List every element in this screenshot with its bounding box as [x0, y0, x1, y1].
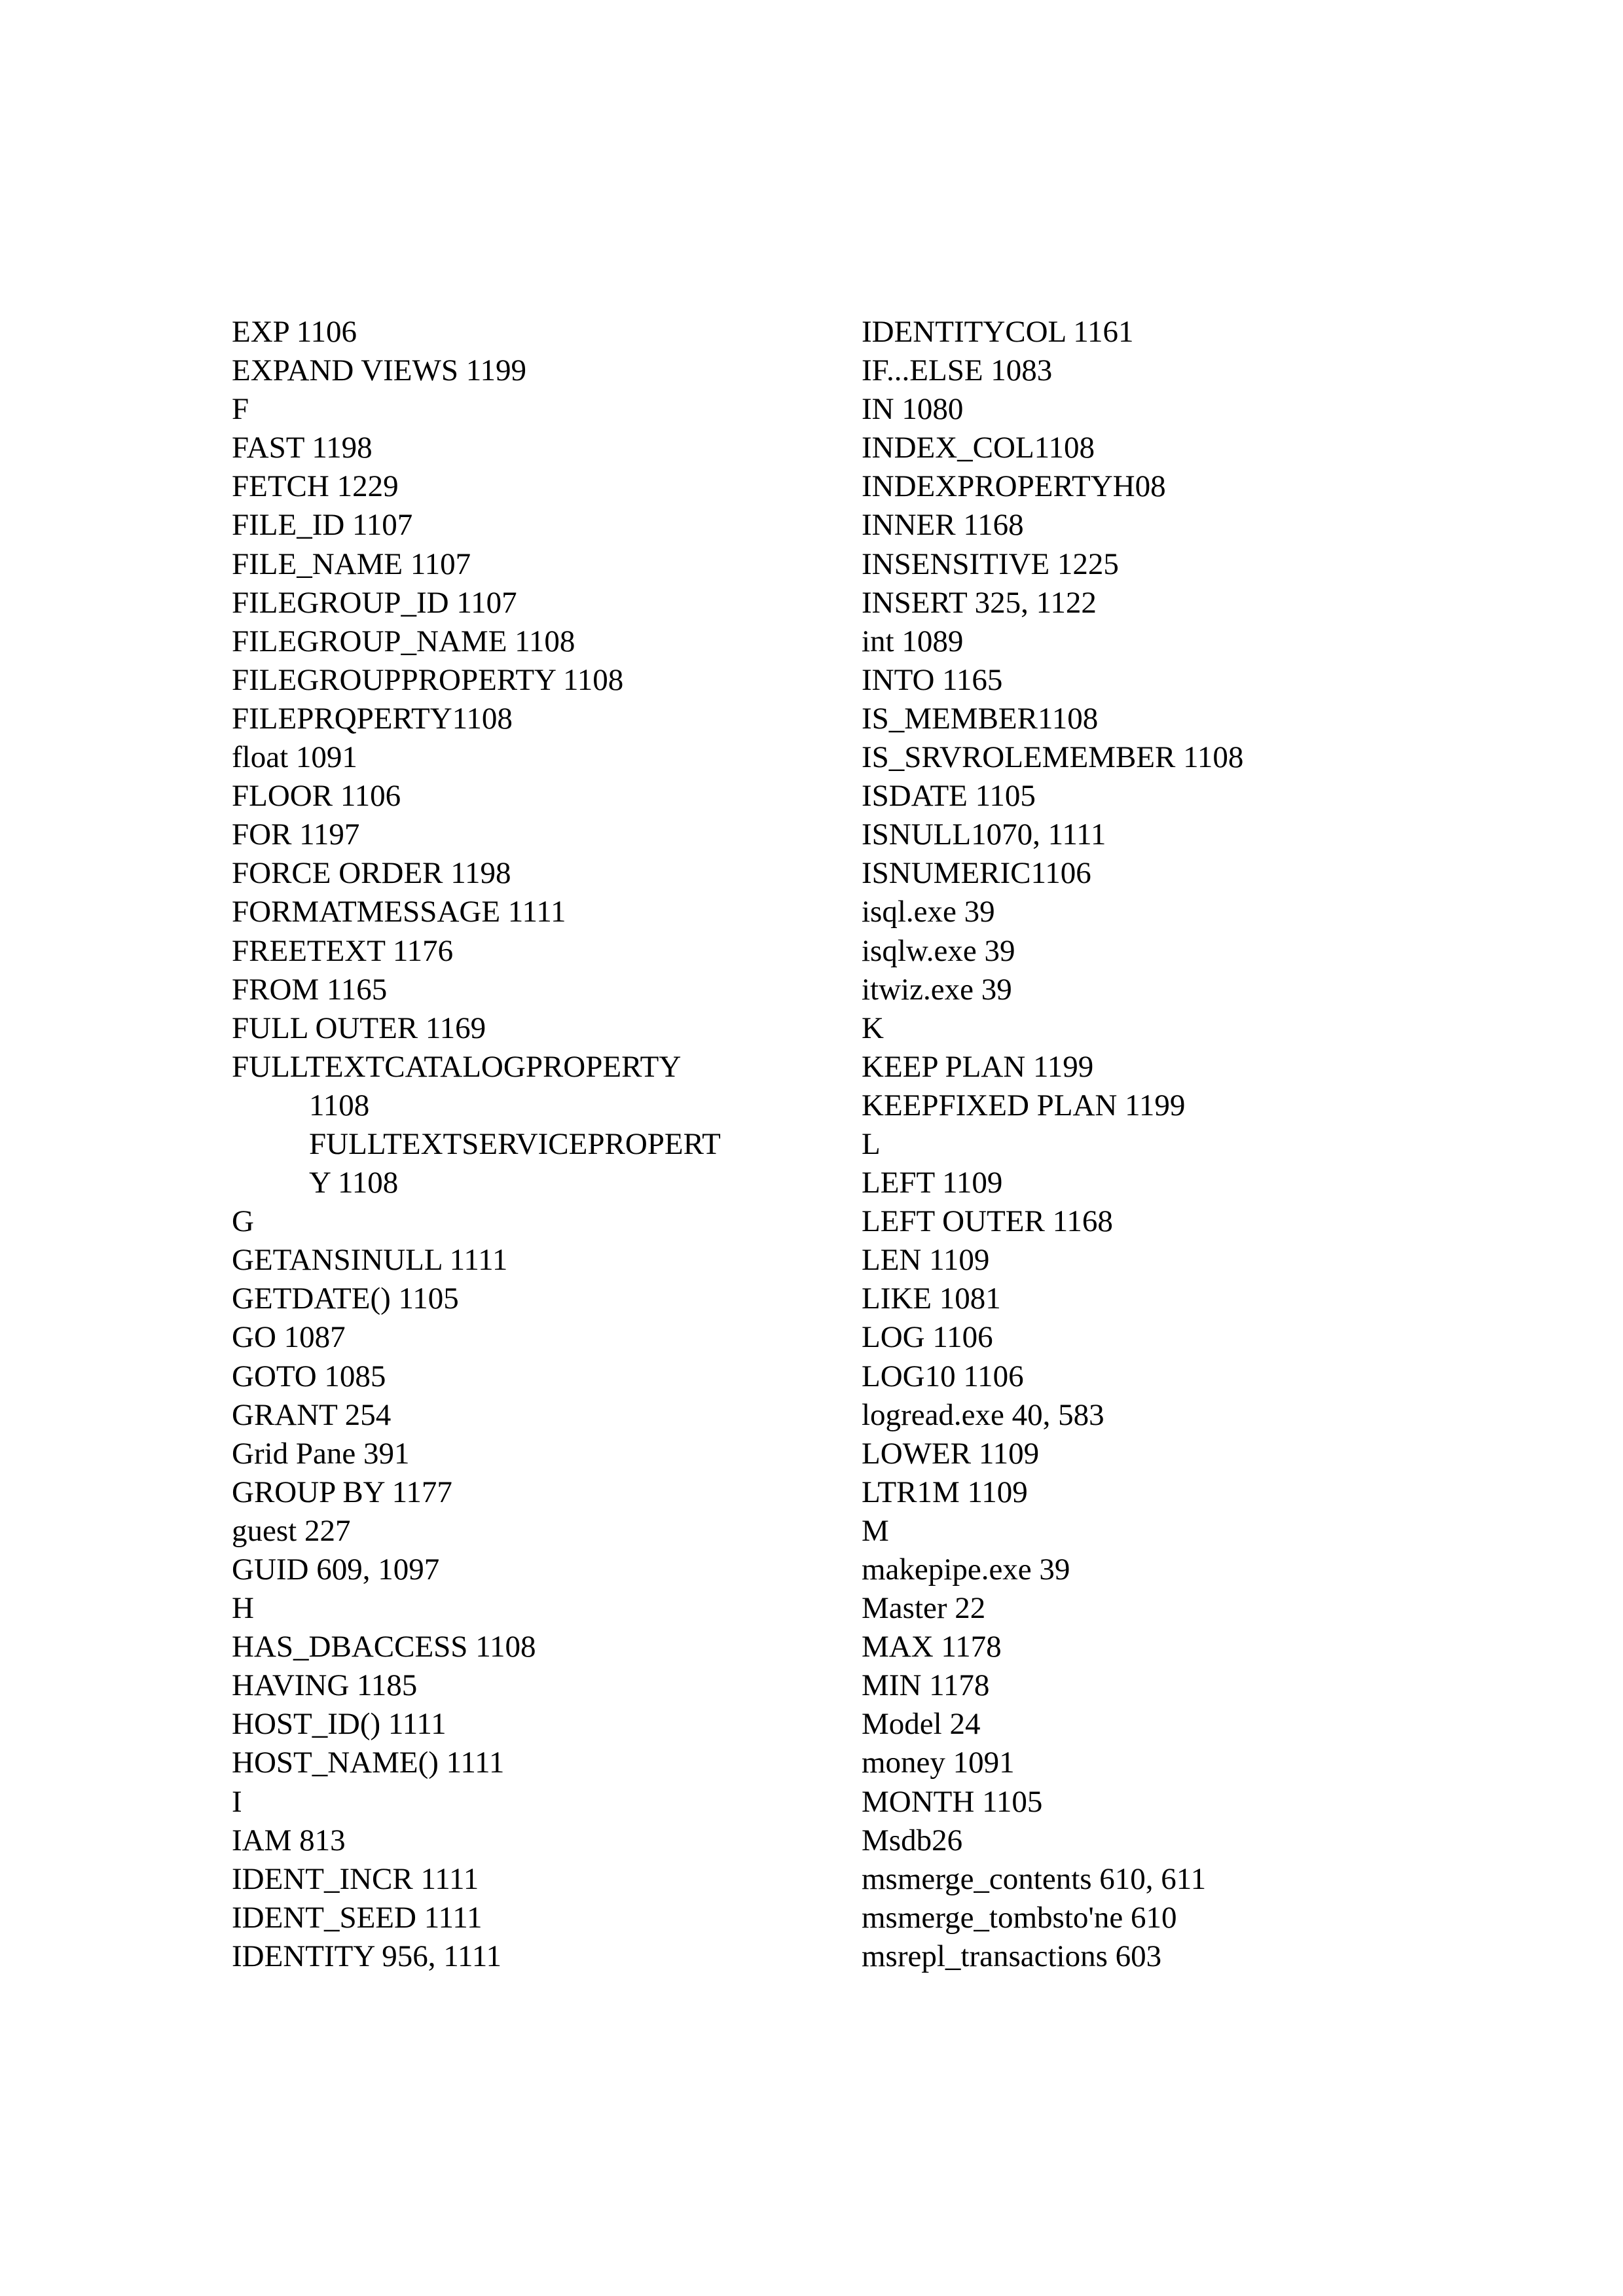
index-entry: FAST 1198: [232, 431, 373, 465]
index-entry: FILE_NAME 1107: [232, 547, 471, 581]
index-entry: FILE_ID 1107: [232, 508, 413, 543]
index-entry: FILEGROUP_NAME 1108: [232, 624, 575, 658]
index-entry: FULLTEXTSERVICEPROPERT: [309, 1126, 721, 1161]
index-entry: isqlw.exe 39: [862, 933, 1015, 968]
index-entry: FULL OUTER 1169: [232, 1011, 486, 1045]
index-entry: msmerge_tombsto'ne 610: [862, 1900, 1177, 1935]
index-entry: Model 24: [862, 1707, 981, 1742]
index-letter-heading: L: [862, 1126, 881, 1161]
index-left-column: [232, 313, 821, 1976]
index-entry: itwiz.exe 39: [862, 972, 1012, 1007]
index-entry: FULLTEXTCATALOGPROPERTY: [232, 1049, 682, 1084]
index-entry: LEN 1109: [862, 1243, 990, 1278]
index-entry: LOWER 1109: [862, 1436, 1040, 1471]
index-entry: FOR 1197: [232, 817, 360, 852]
index-entry: LOG10 1106: [862, 1359, 1024, 1393]
index-entry: HAS_DBACCESS 1108: [232, 1630, 536, 1664]
index-entry: GOTO 1085: [232, 1359, 386, 1393]
index-entry: EXPAND VIEWS 1199: [232, 353, 527, 388]
index-entry: IS_MEMBER1108: [862, 701, 1099, 736]
index-entry: IDENT_SEED 1111: [232, 1900, 483, 1935]
index-entry: IF...ELSE 1083: [862, 353, 1053, 388]
index-entry: isql.exe 39: [862, 895, 995, 929]
index-entry: FILEGROUPPROPERTY 1108: [232, 662, 624, 697]
index-entry: FLOOR 1106: [232, 779, 401, 814]
index-entry: FETCH 1229: [232, 469, 399, 504]
index-entry: money 1091: [862, 1746, 1015, 1780]
index-entry: KEEP PLAN 1199: [862, 1049, 1094, 1084]
index-entry: int 1089: [862, 624, 964, 658]
index-entry: EXP 1106: [232, 315, 357, 349]
index-entry: ISDATE 1105: [862, 779, 1036, 814]
index-entry: LIKE 1081: [862, 1282, 1001, 1316]
index-entry: LOG 1106: [862, 1320, 993, 1355]
index-entry: msrepl_transactions 603: [862, 1939, 1162, 1973]
index-entry: Y 1108: [309, 1166, 399, 1200]
index-entry: makepipe.exe 39: [862, 1552, 1070, 1587]
index-entry: msmerge_contents 610, 611: [862, 1861, 1207, 1896]
index-entry: IN 1080: [862, 392, 964, 427]
index-entry: IDENTITY 956, 1111: [232, 1939, 502, 1973]
index-letter-heading: K: [862, 1011, 884, 1045]
index-entry: HOST_NAME() 1111: [232, 1746, 505, 1780]
index-entry: ISNUMERIC1106: [862, 856, 1091, 891]
index-entry: Master 22: [862, 1591, 986, 1626]
index-entry: INSENSITIVE 1225: [862, 547, 1119, 581]
index-entry: guest 227: [232, 1513, 351, 1548]
index-entry: INSERT 325, 1122: [862, 585, 1097, 620]
index-entry: MIN 1178: [862, 1668, 990, 1703]
index-letter-heading: M: [862, 1513, 889, 1548]
index-entry: FILEPRQPERTY1108: [232, 701, 513, 736]
index-entry: LEFT OUTER 1168: [862, 1204, 1113, 1239]
index-letter-heading: G: [232, 1204, 254, 1239]
index-entry: GUID 609, 1097: [232, 1552, 440, 1587]
index-entry: MAX 1178: [862, 1630, 1002, 1664]
index-entry: INDEXPROPERTYH08: [862, 469, 1166, 504]
index-entry: FILEGROUP_ID 1107: [232, 585, 517, 620]
index-letter-heading: F: [232, 392, 249, 427]
index-entry: LEFT 1109: [862, 1166, 1003, 1200]
index-entry: IDENT_INCR 1111: [232, 1861, 479, 1896]
index-entry: IAM 813: [232, 1823, 346, 1857]
index-entry: LTR1M 1109: [862, 1475, 1028, 1509]
index-entry: IS_SRVROLEMEMBER 1108: [862, 740, 1244, 775]
index-entry: ISNULL1070, 1111: [862, 817, 1106, 852]
index-entry: GRANT 254: [232, 1397, 392, 1432]
index-entry: GETANSINULL 1111: [232, 1243, 508, 1278]
index-entry: logread.exe 40, 583: [862, 1397, 1104, 1432]
index-entry: HAVING 1185: [232, 1668, 418, 1703]
index-entry: GETDATE() 1105: [232, 1282, 459, 1316]
index-letter-heading: I: [232, 1784, 242, 1819]
index-entry: HOST_ID() 1111: [232, 1707, 447, 1742]
index-entry: INNER 1168: [862, 508, 1024, 543]
index-entry: KEEPFIXED PLAN 1199: [862, 1088, 1186, 1122]
index-entry: FROM 1165: [232, 972, 388, 1007]
index-entry: INTO 1165: [862, 662, 1003, 697]
index-entry: Grid Pane 391: [232, 1436, 410, 1471]
index-entry: Msdb26: [862, 1823, 963, 1857]
index-entry: GROUP BY 1177: [232, 1475, 452, 1509]
index-entry: INDEX_COL1108: [862, 431, 1095, 465]
index-right-column: [862, 313, 1451, 1976]
index-letter-heading: H: [232, 1591, 254, 1626]
index-entry: MONTH 1105: [862, 1784, 1043, 1819]
index-entry: float 1091: [232, 740, 357, 775]
index-entry: FORMATMESSAGE 1111: [232, 895, 566, 929]
index-entry: IDENTITYCOL 1161: [862, 315, 1134, 349]
index-entry: 1108: [309, 1088, 370, 1122]
index-entry: FREETEXT 1176: [232, 933, 454, 968]
index-entry: GO 1087: [232, 1320, 346, 1355]
index-entry: FORCE ORDER 1198: [232, 856, 511, 891]
